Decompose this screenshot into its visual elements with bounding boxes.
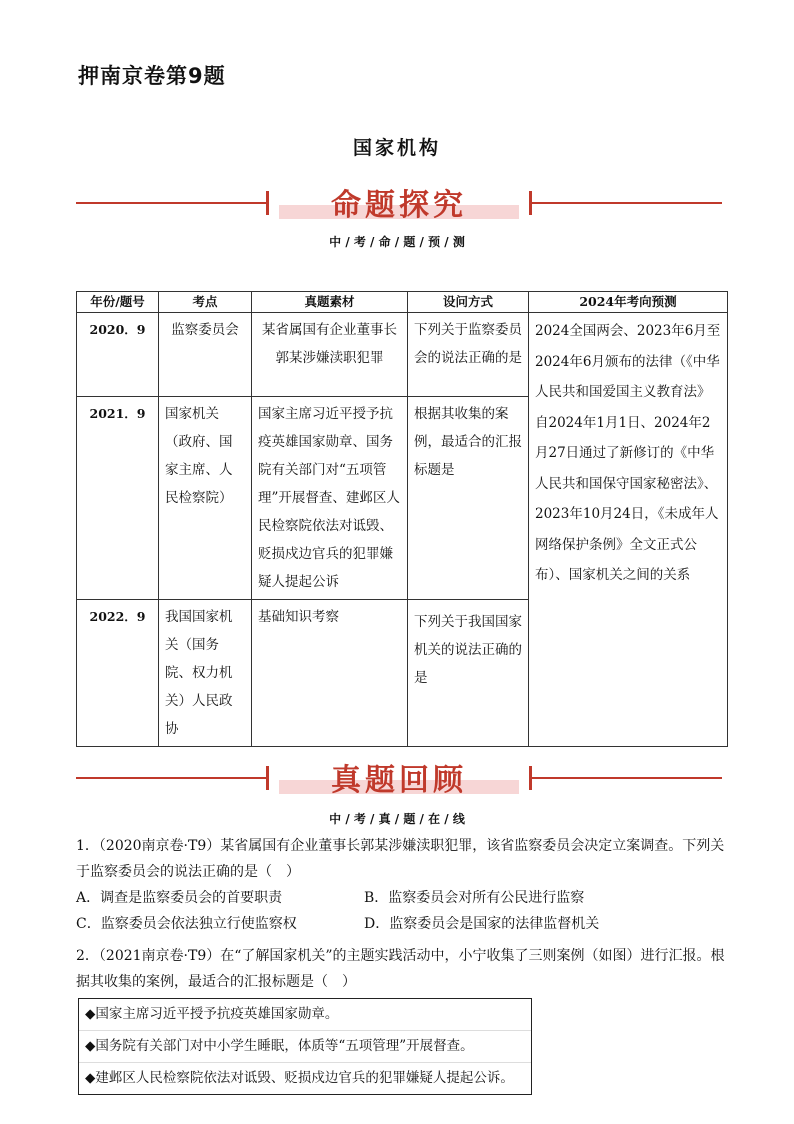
case-item: ◆建邺区人民检察院依法对诋毁、贬损戍边官兵的犯罪嫌疑人提起公诉。 xyxy=(85,1070,514,1086)
question-2-stem: 2．（2021南京卷·T9）在“了解国家机关”的主题实践活动中，小宁收集了三则案例（如图）进行汇报。根据其收集的案例，最适合的汇报标题是（ ） xyxy=(76,948,725,990)
cell-year: 2022．9 xyxy=(77,600,159,747)
section-banner-review xyxy=(76,758,722,798)
banner-bar-left xyxy=(266,766,269,790)
page-title: 押南京卷第9题 xyxy=(78,64,226,88)
header-question: 设问方式 xyxy=(408,292,529,313)
question-1-options-row2 xyxy=(76,911,726,937)
section-subtitle-real-exam: 中 / 考 / 真 / 题 / 在 / 线 xyxy=(329,812,465,826)
cell-material: 国家主席习近平授予抗疫英雄国家勋章、国务院有关部门对“五项管理”开展督查、建邺区人民检察院依法对诋毁、贬损戍边官兵的犯罪嫌疑人提起公诉 xyxy=(252,397,408,600)
header-prediction: 2024年考向预测 xyxy=(529,292,728,313)
banner-text: 命题探究 xyxy=(331,188,467,223)
cell-question: 下列关于监察委员会的说法正确的是 xyxy=(408,313,529,397)
banner-line-left xyxy=(76,777,266,779)
cell-point: 监察委员会 xyxy=(159,313,252,397)
question-1 xyxy=(76,833,726,937)
cell-prediction: 2024全国两会、2023年6月至2024年6月颁布的法律（《中华人民共和国爱国主义教育法》自2024年1月1日、2024年2月27日通过了新修订的《中华人民共和国保守国家秘密法》、2023年10月24日，《未成年人网络保护条例》全文正式公布）、国家机关之间的关系 xyxy=(529,313,728,747)
cell-material: 某省属国有企业董事长郭某涉嫌渎职犯罪 xyxy=(252,313,408,397)
question-1-stem: 1．（2020南京卷·T9）某省属国有企业董事长郭某涉嫌渎职犯罪，该省监察委员会决定立案调查。下列关于监察委员会的说法正确的是（ ） xyxy=(76,838,725,880)
option-c: C．监察委员会依法独立行使监察权 xyxy=(76,916,297,932)
header-point: 考点 xyxy=(159,292,252,313)
cell-year: 2021．9 xyxy=(77,397,159,600)
banner-line-right xyxy=(532,777,722,779)
option-d: D．监察委员会是国家的法律监督机关 xyxy=(364,916,600,932)
question-1-options-row1 xyxy=(76,885,726,911)
question-2 xyxy=(76,943,726,995)
cell-question: 根据其收集的案例，最适合的汇报标题是 xyxy=(408,397,529,600)
banner-line-left xyxy=(76,202,266,204)
cell-material: 基础知识考察 xyxy=(252,600,408,747)
table-row xyxy=(77,313,728,397)
case-item: ◆国家主席习近平授予抗疫英雄国家勋章。 xyxy=(79,999,531,1031)
header-year: 年份/题号 xyxy=(77,292,159,313)
option-a: A．调查是监察委员会的首要职责 xyxy=(76,890,283,906)
banner-line-right xyxy=(532,202,722,204)
cell-year: 2020．9 xyxy=(77,313,159,397)
cell-point: 国家机关（政府、国家主席、人民检察院） xyxy=(159,397,252,600)
table-header-row xyxy=(77,292,728,313)
section-subtitle-forecast: 中 / 考 / 命 / 题 / 预 / 测 xyxy=(329,235,465,249)
banner-text: 真题回顾 xyxy=(331,763,467,798)
banner-bar-left xyxy=(266,191,269,215)
case-item: ◆国务院有关部门对中小学生睡眠，体质等“五项管理”开展督查。 xyxy=(79,1031,531,1063)
section-banner-exploration xyxy=(76,183,722,223)
cell-point: 我国国家机关（国务院、权力机关）人民政协 xyxy=(159,600,252,747)
case-box xyxy=(78,998,532,1095)
exam-analysis-table xyxy=(76,291,728,747)
topic-title: 国家机构 xyxy=(352,137,441,159)
option-b: B．监察委员会对所有公民进行监察 xyxy=(364,890,585,906)
cell-question: 下列关于我国国家机关的说法正确的是 xyxy=(408,600,529,747)
header-material: 真题素材 xyxy=(252,292,408,313)
